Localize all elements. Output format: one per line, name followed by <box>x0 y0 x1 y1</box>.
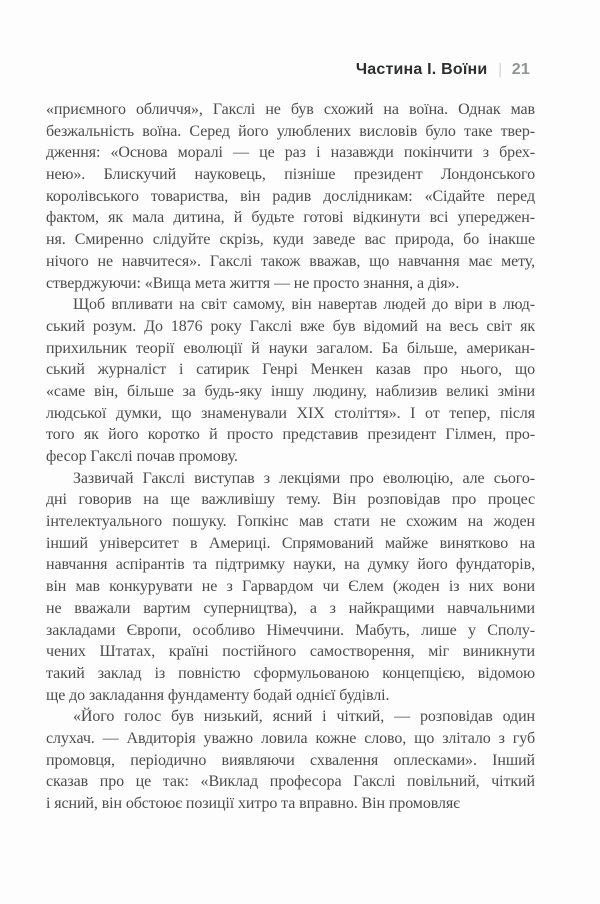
text-line: Щоб впливати на світ самому, він навертав людей до віри в люд- <box>73 296 535 314</box>
text-line: промовця, періодично виявляючи схвалення оплесками». Інший <box>46 751 535 769</box>
text-line: «Його голос був низький, ясний і чіткий, — розповідав один <box>73 708 535 726</box>
paragraph <box>46 294 535 468</box>
text-line: навчання аспірантів та підтримку науки, на думку його фундаторів, <box>46 556 535 574</box>
text-line: чених Штатах, країні постійного самостворення, міг виникнути <box>46 643 535 661</box>
text-line: «саме він, більше за будь-яку іншу людину, наблизив великі зміни <box>46 382 535 400</box>
text-line: інший університет в Америці. Спрямований майже винятково на <box>46 534 535 552</box>
page-number: 21 <box>511 61 530 78</box>
text-line: фактом, як мала дитина, й будьте готові відкинути всі упереджен- <box>46 209 535 227</box>
text-line: королівського товариства, він радив дослідникам: «Сідайте перед <box>46 187 535 205</box>
text-line: нею». Блискучий науковець, пізніше президент Лондонського <box>46 166 535 184</box>
text-line: фесор Гакслі почав промову. <box>46 448 238 465</box>
text-line: того як його коротко й просто представив президент Гілмен, про- <box>46 426 535 444</box>
paragraph <box>46 99 535 294</box>
section-title: Частина І. Воїни <box>355 61 488 78</box>
text-line: ня. Смиренно слідуйте скрізь, куди заведе вас природа, бо інакше <box>46 231 535 249</box>
header-separator: | <box>499 61 503 78</box>
text-body <box>46 99 535 815</box>
text-line: дження: «Основа моралі — це раз і назавжди покінчити з брех- <box>46 144 535 162</box>
text-line: ський журналіст і сатирик Генрі Менкен казав про нього, що <box>46 361 535 379</box>
paragraph <box>46 468 535 707</box>
text-line: закладами Європи, особливо Німеччини. Мабуть, лише у Сполу- <box>46 621 535 639</box>
text-line: ще до закладання фундаменту бодай однієї будівлі. <box>46 686 390 704</box>
paragraph <box>46 706 535 814</box>
text-line: такий заклад із повністю сформульованою концепцією, відомою <box>46 664 535 682</box>
running-header <box>46 61 530 79</box>
text-line: слухач. — Авдиторія уважно ловила кожне слово, що злітало з губ <box>46 729 535 747</box>
text-line: дні говорив на ще важливішу тему. Він розповідав про процес <box>46 491 535 509</box>
text-line: безжальність воїна. Серед його улюблених висловів було таке твер- <box>46 122 535 140</box>
text-line: інтелектуального пошуку. Гопкінс мав стати не схожим на жоден <box>46 513 535 531</box>
text-line: нічого не навчитеся». Гакслі також вважав, що навчання має мету, <box>46 252 535 270</box>
text-line: і ясний, він обстоює позиції хитро та вправно. Він промовляє <box>46 795 460 812</box>
text-line: він мав конкурувати не з Гарвардом чи Єлем (жоден із них вони <box>46 578 535 596</box>
text-line: сказав про це так: «Виклад професора Гакслі повільний, чіткий <box>46 773 535 791</box>
text-line: прихильник теорії еволюції й науки загалом. Ба більше, американ- <box>46 339 535 357</box>
text-line: «приємного обличчя», Гакслі не був схожий на воїна. Однак мав <box>46 101 535 118</box>
text-line: стверджуючи: «Вища мета життя — не просто знання, а дія». <box>46 274 460 292</box>
text-line: Зазвичай Гакслі виступав з лекціями про еволюцію, але сього- <box>73 469 535 487</box>
text-line: людської думки, що знаменували XIX століття». І от тепер, після <box>46 404 535 422</box>
text-line: не вважали вартим суперництва), а з найкращими навчальними <box>46 599 535 617</box>
text-line: ський розум. До 1876 року Гакслі вже був відомий на весь світ як <box>46 317 535 335</box>
